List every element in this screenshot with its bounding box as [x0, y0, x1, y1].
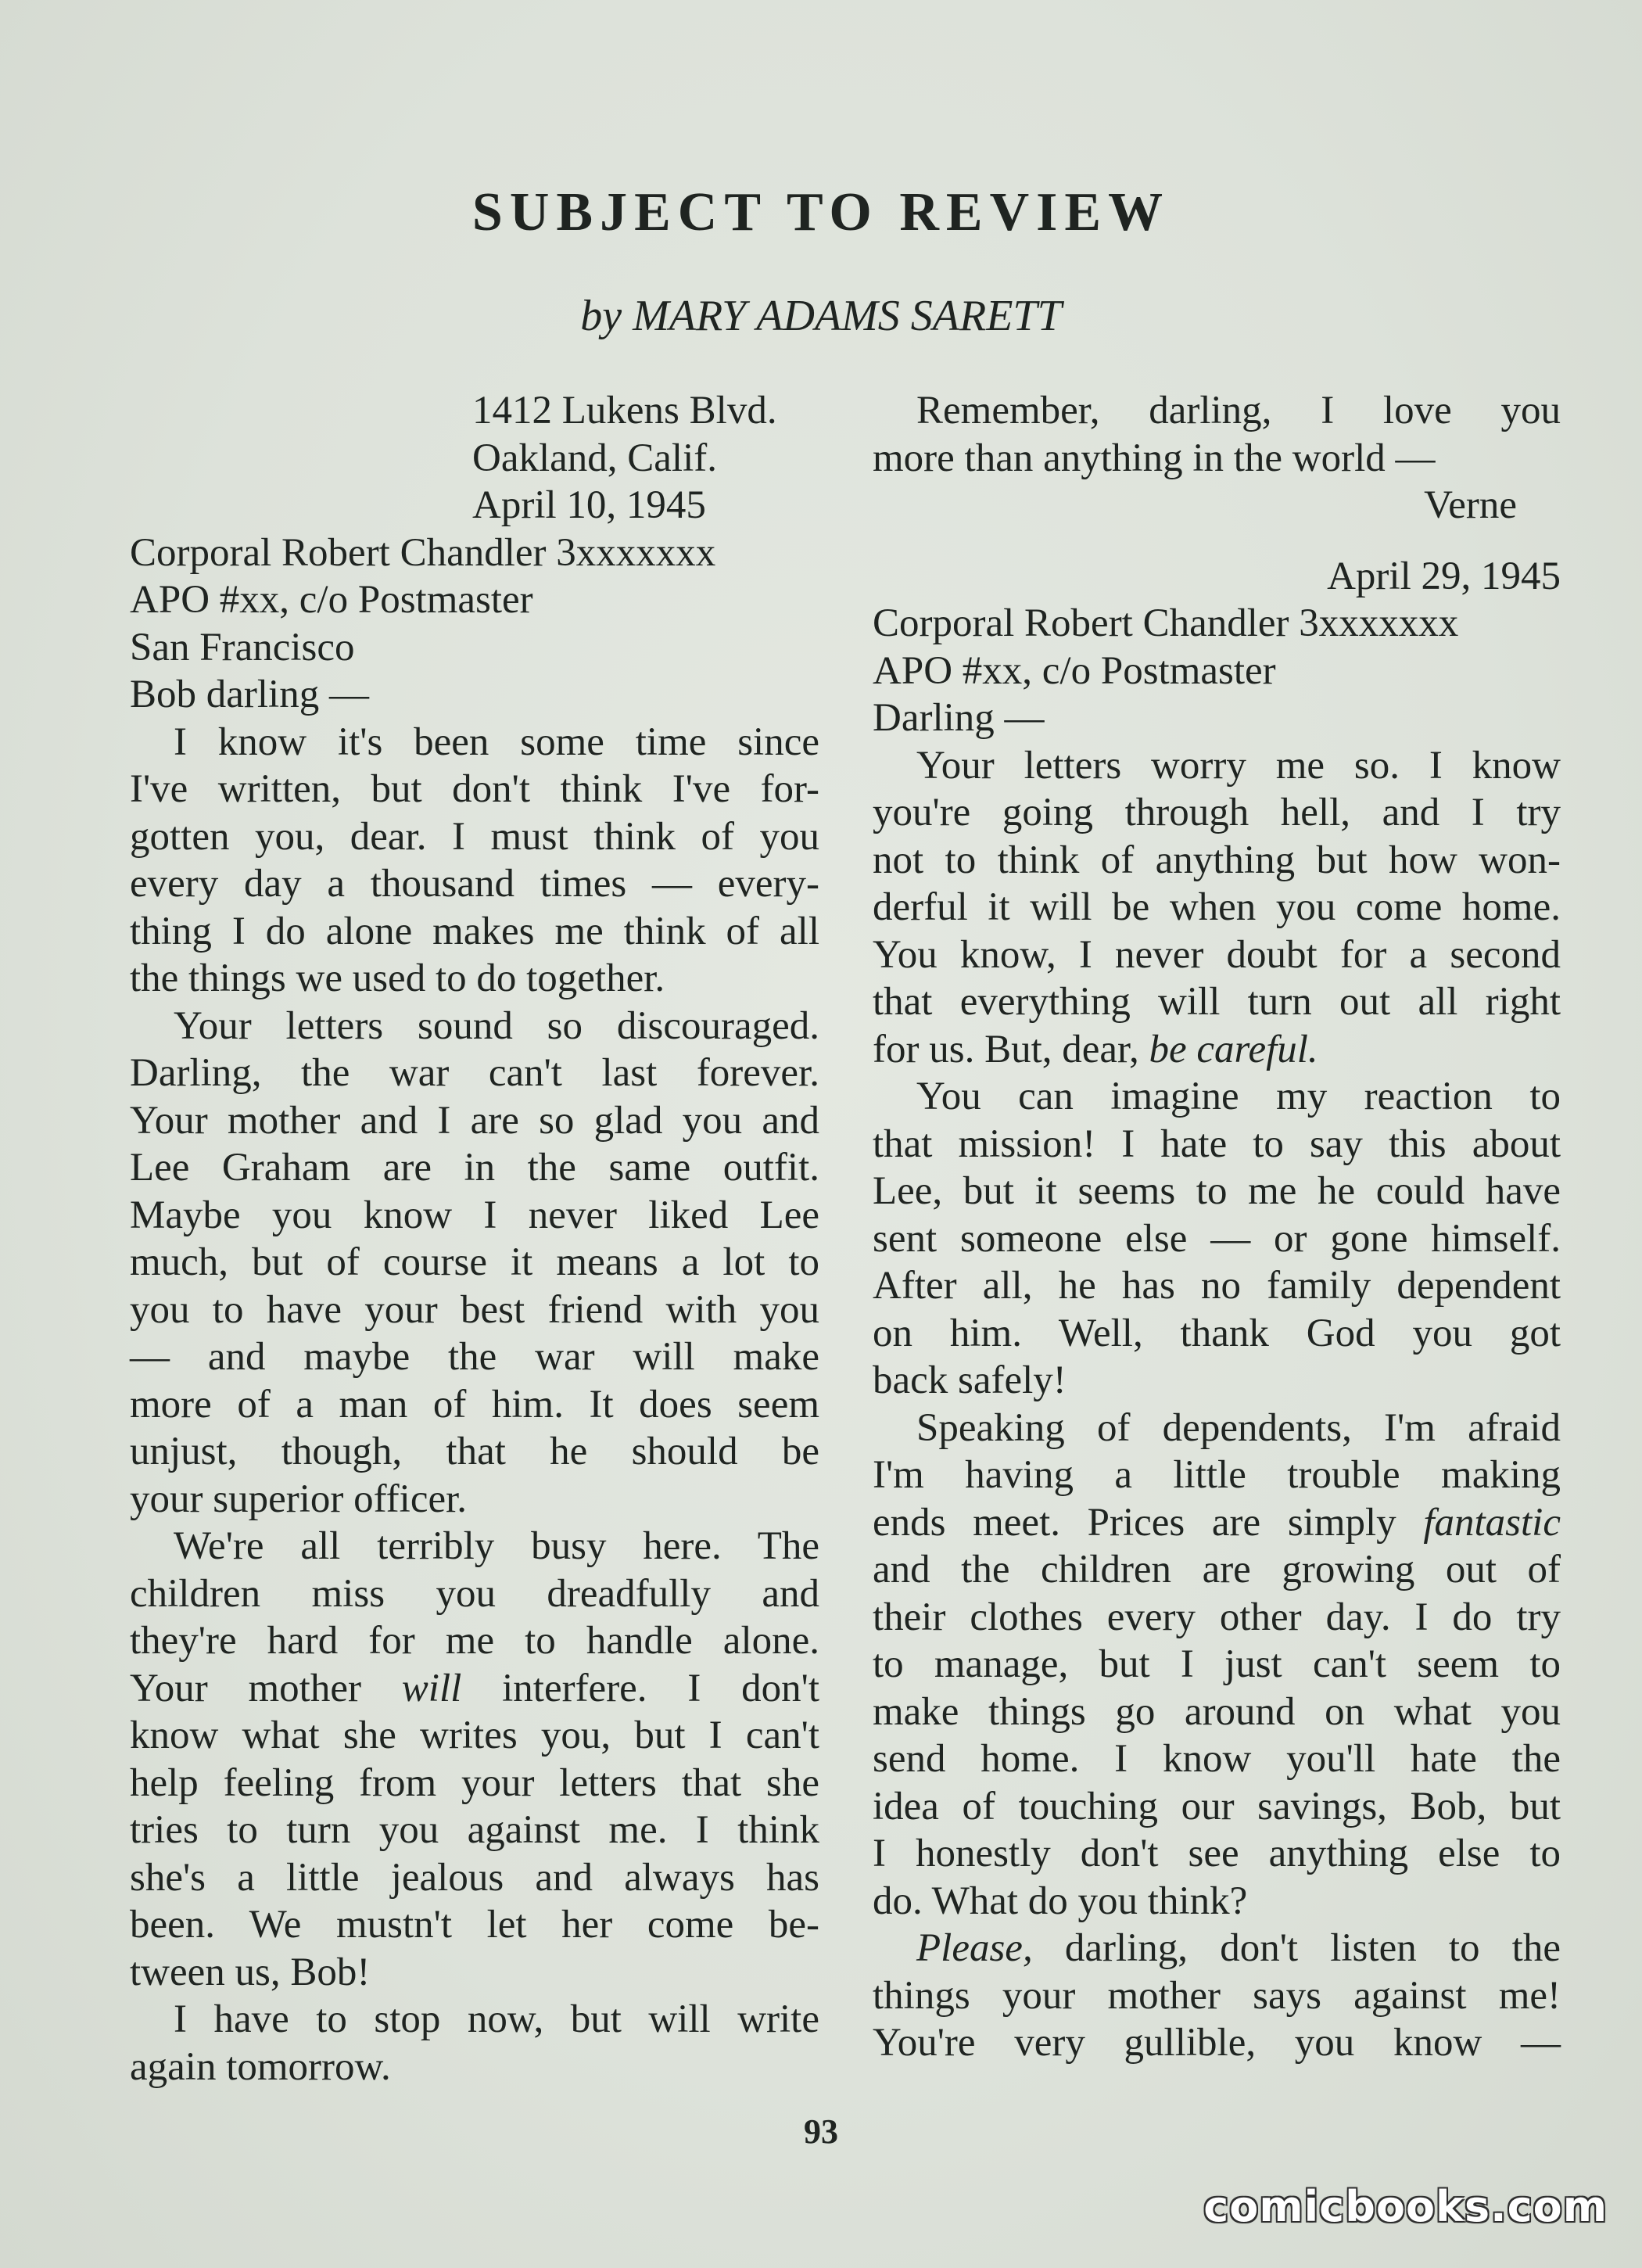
text-line: You can imagine my reaction to	[916, 1075, 1561, 1118]
letter-separator	[873, 529, 1561, 553]
letter2-paragraph	[873, 1925, 1561, 2067]
letter2-paragraph	[873, 1073, 1561, 1405]
letter1-closing	[873, 387, 1561, 529]
text-line: I know it's been some time since	[174, 720, 819, 764]
text-line: I'm having a little trouble making	[873, 1453, 1561, 1497]
letter2-salutation: Darling —	[873, 696, 1045, 740]
text-line: Lee Graham are in the same outfit.	[130, 1146, 819, 1190]
text-line: things your mother says against me!	[873, 1973, 1561, 2018]
text-line: make things go around on what you	[873, 1689, 1561, 1734]
text-line: for us. But, dear, be careful.	[873, 1027, 1318, 1071]
text-line: their clothes every other day. I do try	[873, 1595, 1561, 1639]
letter1-date: April 10, 1945	[472, 483, 706, 527]
text-line: back safely!	[873, 1358, 1067, 1402]
text-line: Darling, the war can't last forever.	[130, 1051, 819, 1095]
text-line: sent someone else — or gone himself.	[873, 1216, 1561, 1261]
text-line: thing I do alone makes me think of all	[130, 909, 819, 953]
text-line: Your mother and I are so glad you and	[130, 1098, 819, 1143]
letter1-paragraph	[130, 1523, 819, 1996]
text-line: that mission! I hate to say this about	[873, 1121, 1561, 1166]
letter2-paragraph	[873, 742, 1561, 1074]
letter1-recipient-line: San Francisco	[130, 625, 355, 669]
letter1-address-line: Oakland, Calif.	[472, 436, 717, 480]
left-column	[130, 387, 819, 2090]
emphasis: be careful.	[1149, 1027, 1318, 1071]
text-line: I've written, but don't think I've for-	[130, 767, 819, 811]
text-line: every day a thousand times — every-	[130, 862, 819, 906]
text-line: tween us, Bob!	[130, 1950, 371, 1994]
text-line: gotten you, dear. I must think of you	[130, 814, 819, 859]
text-line: I have to stop now, but will write	[174, 1997, 819, 2041]
text-line: they're hard for me to handle alone.	[130, 1619, 819, 1663]
text-line: help feeling from your letters that she	[130, 1760, 819, 1805]
emphasis: fantastic	[1423, 1500, 1561, 1545]
text-line: We're all terribly busy here. The	[174, 1524, 819, 1568]
letter1-address-line: 1412 Lukens Blvd.	[472, 389, 777, 432]
text-line: — and maybe the war will make	[130, 1335, 819, 1379]
text-line: tries to turn you against me. I think	[130, 1808, 819, 1852]
text-line: much, but of course it means a lot to	[130, 1240, 819, 1284]
letter1-recipient-line: Corporal Robert Chandler 3xxxxxxx	[130, 530, 716, 575]
text-line: derful it will be when you come home.	[873, 885, 1561, 929]
text-line: Maybe you know I never liked Lee	[130, 1193, 819, 1237]
letter1-salutation: Bob darling —	[130, 673, 369, 716]
text-line: Your mother will interfere. I don't	[130, 1666, 820, 1710]
text-line: know what she writes you, but I can't	[130, 1714, 819, 1757]
text-line: unjust, though, that he should be	[130, 1430, 819, 1473]
text-line: ends meet. Prices are simply fantastic	[873, 1500, 1561, 1545]
text-line: and the children are growing out of	[873, 1548, 1561, 1592]
letter2-date: April 29, 1945	[1327, 554, 1561, 598]
text-line: more of a man of him. It does seem	[130, 1382, 819, 1426]
emphasis: will	[401, 1666, 462, 1710]
text-line: do. What do you think?	[873, 1879, 1248, 1923]
right-column	[873, 387, 1561, 2067]
text-line: to manage, but I just can't seem to	[873, 1642, 1561, 1686]
text-line: the things we used to do together.	[130, 956, 665, 1000]
letter1-recipient-line: APO #xx, c/o Postmaster	[130, 578, 533, 622]
text-line: you're going through hell, and I try	[873, 791, 1561, 834]
text-line: After all, he has no family dependent	[873, 1264, 1561, 1308]
letter1-signature: Verne	[1424, 483, 1517, 527]
text-line: children miss you dreadfully and	[130, 1571, 819, 1616]
text-line: You know, I never doubt for a second	[873, 932, 1561, 977]
letter2-paragraph	[873, 1405, 1561, 1925]
text-line: Remember, darling, I love you	[916, 389, 1561, 432]
text-line: idea of touching our savings, Bob, but	[873, 1784, 1561, 1828]
text-line: Your letters sound so discouraged.	[174, 1003, 819, 1048]
text-line: Lee, but it seems to me he could have	[873, 1169, 1561, 1213]
watermark-logo: comicbooks.com	[1203, 2182, 1608, 2231]
author-byline: by MARY ADAMS SARETT	[580, 292, 1062, 340]
text-line: send home. I know you'll hate the	[873, 1737, 1561, 1781]
text-line: Please, darling, don't listen to the	[916, 1926, 1561, 1970]
text-line: I honestly don't see anything else to	[873, 1832, 1561, 1875]
text-line: You're very gullible, you know —	[873, 2021, 1561, 2065]
page-number: 93	[804, 2112, 838, 2151]
text-line: on him. Well, thank God you got	[873, 1311, 1561, 1355]
text-line: you to have your best friend with you	[130, 1287, 819, 1332]
letter2-recipient-line: APO #xx, c/o Postmaster	[873, 648, 1276, 693]
text-line: more than anything in the world —	[873, 436, 1436, 480]
text-line: Your letters worry me so. I know	[916, 743, 1561, 788]
text-line: been. We mustn't let her come be-	[130, 1903, 819, 1947]
text-line: your superior officer.	[130, 1477, 468, 1521]
letter2-recipient-line: Corporal Robert Chandler 3xxxxxxx	[873, 601, 1459, 645]
text-line: not to think of anything but how won-	[873, 838, 1561, 882]
letter1-paragraph	[130, 719, 819, 1003]
story-title: SUBJECT TO REVIEW	[471, 182, 1171, 242]
text-line: that everything will turn out all right	[873, 980, 1561, 1024]
emphasis: Please,	[916, 1926, 1033, 1970]
letter1-paragraph	[130, 1003, 819, 1523]
text-line: again tomorrow.	[130, 2044, 391, 2089]
text-line: she's a little jealous and always has	[130, 1855, 819, 1900]
text-line: Speaking of dependents, I'm afraid	[916, 1405, 1561, 1450]
letter1-paragraph	[130, 1996, 819, 2090]
